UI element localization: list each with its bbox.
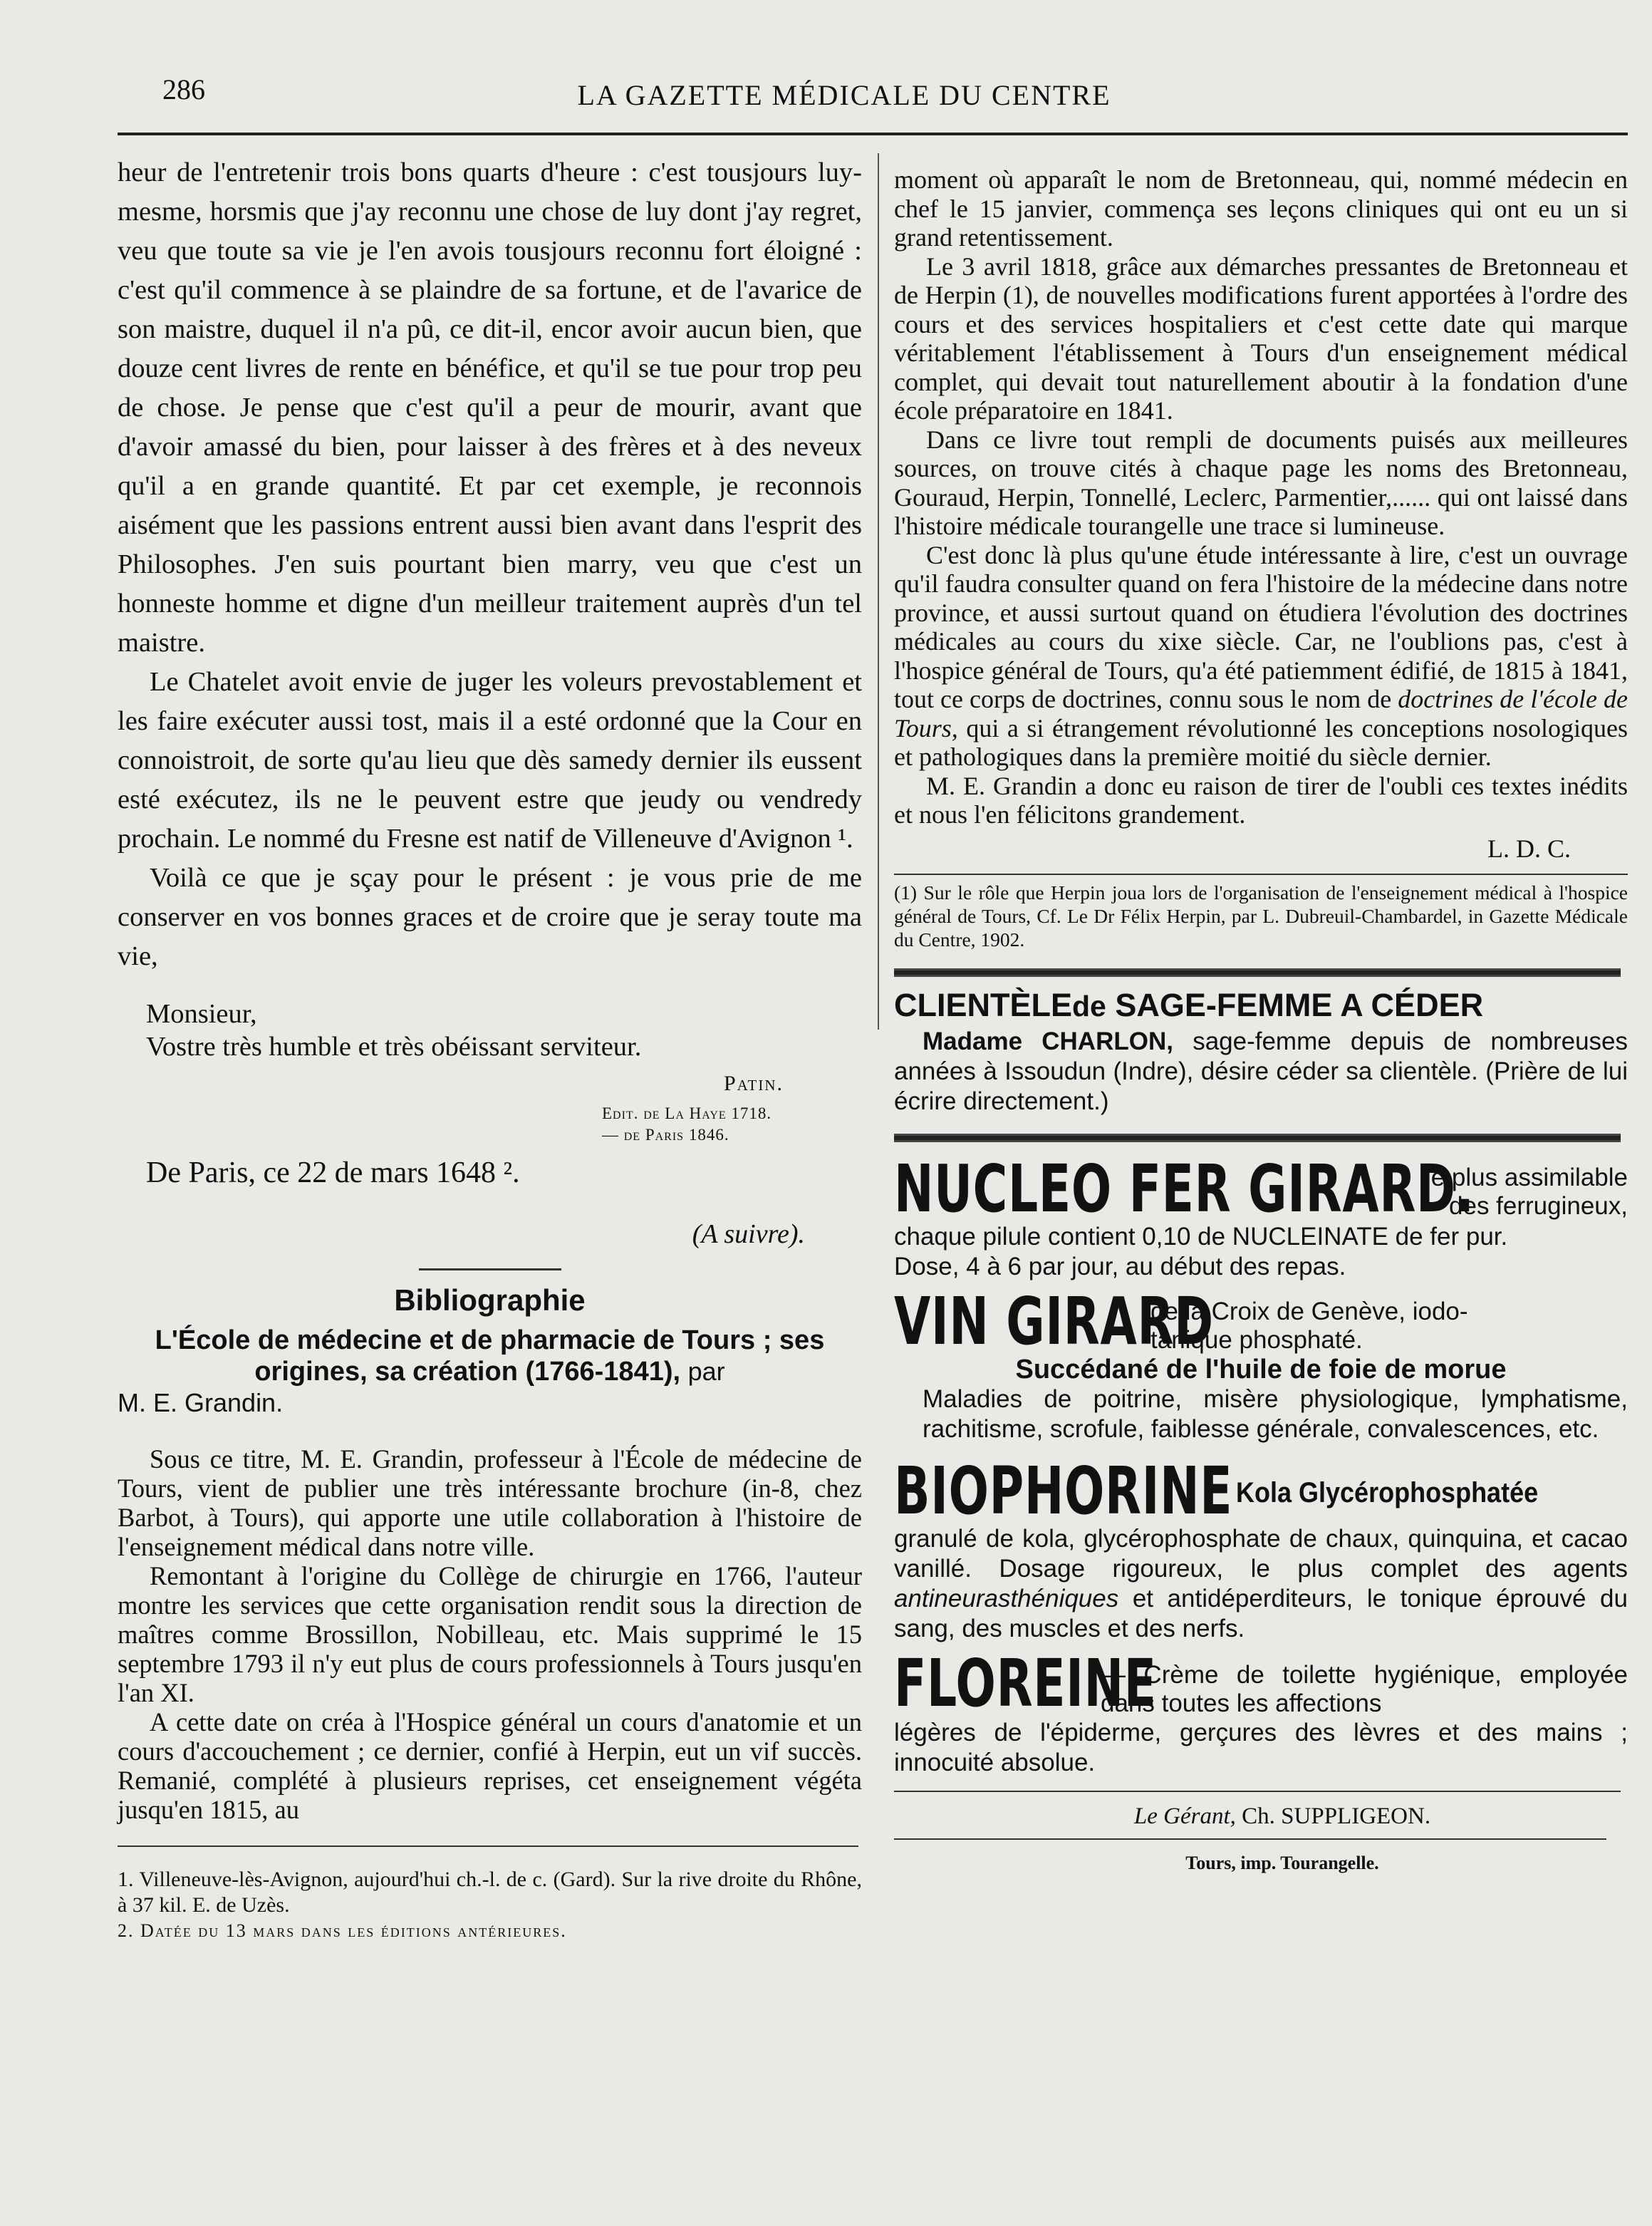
review-paragraph: M. E. Grandin a donc eu raison de tirer de l'oubli ces textes inédits et nous l'en félicitons grandement. (894, 771, 1628, 829)
right-column (894, 165, 1628, 1874)
ad-text: Maladies de poitrine, misère physiologique, lymphatisme, rachitisme, scrofule, faiblesse générale, convalescences, etc. (923, 1384, 1628, 1443)
ad-vin-girard (894, 1283, 1628, 1360)
salutation: Monsieur, (146, 999, 257, 1029)
ad-sage-femme-title (894, 987, 1628, 1024)
running-head: LA GAZETTE MÉDICALE DU CENTRE (577, 79, 1111, 111)
ad-text-part: granulé de kola, glycérophosphate de chaux, quinquina, et cacao vanillé. Dosage rigoureux, le plus complet des agents (894, 1524, 1628, 1583)
gerant-line (937, 1803, 1628, 1830)
brand-nucleo-fer-girard: NUCLEO FER GIRARD. (894, 1150, 1475, 1227)
review-paragraph: Sous ce titre, M. E. Grandin, professeur à l'École de médecine de Tours, vient de publier une très intéressante brochure (in-8, chez Barbot, à Tours), qui apporte une utile collaboration à l'histoire de l'enseignement médical dans notre ville. (118, 1444, 862, 1561)
column-divider (878, 153, 879, 1030)
ad-side-text (1150, 1298, 1628, 1355)
gerant-label: Le Gérant, (1133, 1803, 1236, 1829)
ad-title-part: SAGE-FEMME A CÉDER (1115, 986, 1484, 1023)
ad-nucleo (894, 1150, 1628, 1227)
review-text: qui a si étrangement révolutionné les conceptions nosologiques et pathologiques dans la première moitié du siècle dernier. (894, 713, 1628, 771)
ad-name: Madame CHARLON, (923, 1027, 1173, 1055)
book-title (118, 1325, 862, 1387)
ad-side-line: le plus assimilable (1425, 1163, 1628, 1191)
ad-side-line: de la Croix de Genève, iodo- (1150, 1297, 1468, 1325)
brand-floreine: FLOREINE (894, 1645, 1157, 1722)
book-by: par (687, 1357, 725, 1386)
bibliography-body (118, 1444, 862, 1824)
letter-paragraph: Voilà ce que je sçay pour le présent : je vous prie de me conserver en vos bonnes graces et de croire que je seray toute ma vie, (118, 863, 862, 971)
signature: Patin. (723, 1072, 784, 1095)
ad-biophorine (894, 1452, 1628, 1529)
ad-title-part: CLIENTÈLE (894, 986, 1073, 1023)
ad-divider (894, 1134, 1621, 1142)
ad-side-line: des ferrugineux, (1449, 1191, 1628, 1220)
review-paragraph: Dans ce livre tout rempli de documents puisés aux meilleures sources, on trouve cités à chaque page les noms des Bretonneau, Gouraud, Herpin, Tonnellé, Leclerc, Parmentier,...... qui ont laissé dans l'histoire médicale tourangelle une trace si lumineuse. (894, 425, 1628, 540)
ad-title-part: de (1072, 989, 1106, 1023)
header-rule (118, 133, 1628, 135)
brand-vin-girard: VIN GIRARD (894, 1283, 1214, 1360)
footnote: 2. Datée du 13 mars dans les éditions antérieures. (118, 1920, 567, 1941)
gerant-name: Ch. SUPPLIGEON. (1242, 1803, 1431, 1829)
ad-text: légères de l'épiderme, gerçures des lèvres et des mains ; innocuité absolue. (894, 1718, 1628, 1776)
closing-formula: Vostre très humble et très obéissant serviteur. (146, 1032, 642, 1062)
ad-end-rule (894, 1791, 1621, 1792)
ad-side-line: tanique phosphaté. (1150, 1325, 1363, 1354)
to-be-continued: (A suivre). (692, 1219, 805, 1249)
book-title-text: L'École de médecine et de pharmacie de Tours ; ses origines, sa création (1766-1841), (155, 1325, 825, 1387)
italic-phrase: doctrines de l'école de Tours, (894, 685, 1628, 742)
footnote: 1. Villeneuve-lès-Avignon, aujourd'hui ch.-l. de c. (Gard). Sur la rive droite du Rhône, à 37 kil. E. de Uzès. (118, 1868, 862, 1917)
edition-note: Edit. de La Haye 1718. (602, 1104, 772, 1122)
brand-biophorine: BIOPHORINE (894, 1452, 1233, 1529)
ad-text: sage-femme depuis de nombreuses années à Issoudun (Indre), désire céder sa clientèle. (Prière de lui écrire directement.) (894, 1027, 1628, 1115)
ad-italic: antineurasthéniques (894, 1584, 1119, 1612)
footnote: (1) Sur le rôle que Herpin joua lors de l'organisation de l'enseignement médical à l'hospice général de Tours, Cf. Le Dr Félix Herpin, par L. Dubreuil-Chambardel, in Gazette Médicale du Centre, 1902. (894, 881, 1628, 951)
review-text: C'est donc là plus qu'une étude intéressante à lire, c'est un ouvrage qu'il faudra consulter quand on fera l'histoire de la médecine dans notre province, et aussi surtout quand on étudiera l'évolution des doctrines médicales au cours du xixe siècle. Car, ne l'oublions pas, c'est à l'hospice général de Tours, qu'a été patiemment édifié, de 1815 à 1841, tout ce corps de doctrines, connu sous le nom de (894, 540, 1628, 713)
ad-side-text: — Crème de toilette hygiénique, employée dans toutes les affections (1101, 1660, 1628, 1717)
ad-subtitle: Succédané de l'huile de foie de morue (1015, 1354, 1507, 1384)
printer-imprint: Tours, imp. Tourangelle. (1185, 1852, 1379, 1873)
bibliography-heading: Bibliographie (394, 1283, 586, 1317)
dateline: De Paris, ce 22 de mars 1648 ². (146, 1156, 520, 1189)
edition-note: — de Paris 1846. (602, 1126, 729, 1144)
ad-divider (894, 968, 1621, 977)
ad-sage-femme-body (894, 1027, 1628, 1117)
review-paragraph: Le 3 avril 1818, grâce aux démarches pressantes de Bretonneau et de Herpin (1), de nouvelles modifications furent apportées à l'ordre des cours et des services hospitaliers et c'est cette date qui marque véritablement l'établissement à Tours d'un enseignement médical complet, qui devait tout naturellement aboutir à la fondation d'une école préparatoire en 1841. (894, 252, 1628, 425)
review-paragraph: A cette date on créa à l'Hospice général un cours d'anatomie et un cours d'accouchement ; ce dernier, confié à Herpin, eut un vif succès. Remanié, complété à plusieurs reprises, cet enseignement végéta jusqu'en 1815, au (118, 1707, 862, 1824)
ad-line: chaque pilule contient 0,10 de NUCLEINATE de fer pur. (894, 1222, 1508, 1251)
ad-text (894, 1524, 1628, 1644)
footnote-rule (894, 874, 1628, 875)
review-signature: L. D. C. (1487, 834, 1571, 863)
footnotes (118, 1867, 862, 1944)
ad-line: Dose, 4 à 6 par jour, au début des repas. (894, 1252, 1346, 1280)
left-column (118, 153, 862, 1944)
ad-side-text: Kola Glycérophosphatée (1236, 1476, 1539, 1508)
letter-paragraph: heur de l'entretenir trois bons quarts d'heure : c'est tousjours luy-mesme, horsmis que j'ay reconnu une chose de luy dont j'ay regret, veu que toute sa vie je l'en avois tousjours reconnu fort éloigné : c'est qu'il commence à se plaindre de sa fortune, et de l'avarice de son maistre, duquel il n'a pû, ce dit-il, encor avoir aucun bien, que douze cent livres de rente en bénéfice, et qu'il se tue pour trop peu de chose. Je pense que c'est qu'il a peur de mourir, avant que d'avoir amassé du bien, pour laisser à des frères et à des neveux qu'il a en grande quantité. Et par cet exemple, je reconnois aisément que les passions entrent aussi bien avant dans l'esprit des Philosophes. J'en suis pourtant bien marry, veu que c'est un honneste homme et digne d'un meilleur traitement auprès d'un tel maistre. (118, 157, 862, 658)
review-paragraph: moment où apparaît le nom de Bretonneau, qui, nommé médecin en chef le 15 janvier, commença ses leçons cliniques qui ont eu un si grand retentissement. (894, 165, 1628, 252)
page-number: 286 (162, 73, 205, 105)
section-rule (419, 1268, 561, 1270)
imprint-rule (894, 1838, 1606, 1840)
review-paragraph: Remontant à l'origine du Collège de chirurgie en 1766, l'auteur montre les services que cette organisation rendit sous la direction de maîtres comme Brossillon, Nobilleau, etc. Mais supprimé le 15 septembre 1793 il n'y eut plus de cours professionnels à Tours jusqu'en l'an XI. (118, 1561, 862, 1707)
footnote-rule (118, 1845, 858, 1847)
ad-floreine (894, 1645, 1628, 1722)
review-paragraph (894, 541, 1628, 772)
book-author: M. E. Grandin. (118, 1388, 284, 1417)
ad-text-part: et antidéperditeurs, le tonique éprouvé du sang, des muscles et des nerfs. (894, 1584, 1628, 1642)
letter-paragraph: Le Chatelet avoit envie de juger les voleurs prevostablement et les faire exécuter aussi tost, mais il a esté ordonné que la Cour en connoistroit, de sorte qu'au lieu que dès samedy dernier ils eussent esté exécutez, ils ne le peuvent estre que jeudy ou vendredy prochain. Le nommé du Fresne est natif de Villeneuve d'Avignon ¹. (118, 667, 862, 854)
